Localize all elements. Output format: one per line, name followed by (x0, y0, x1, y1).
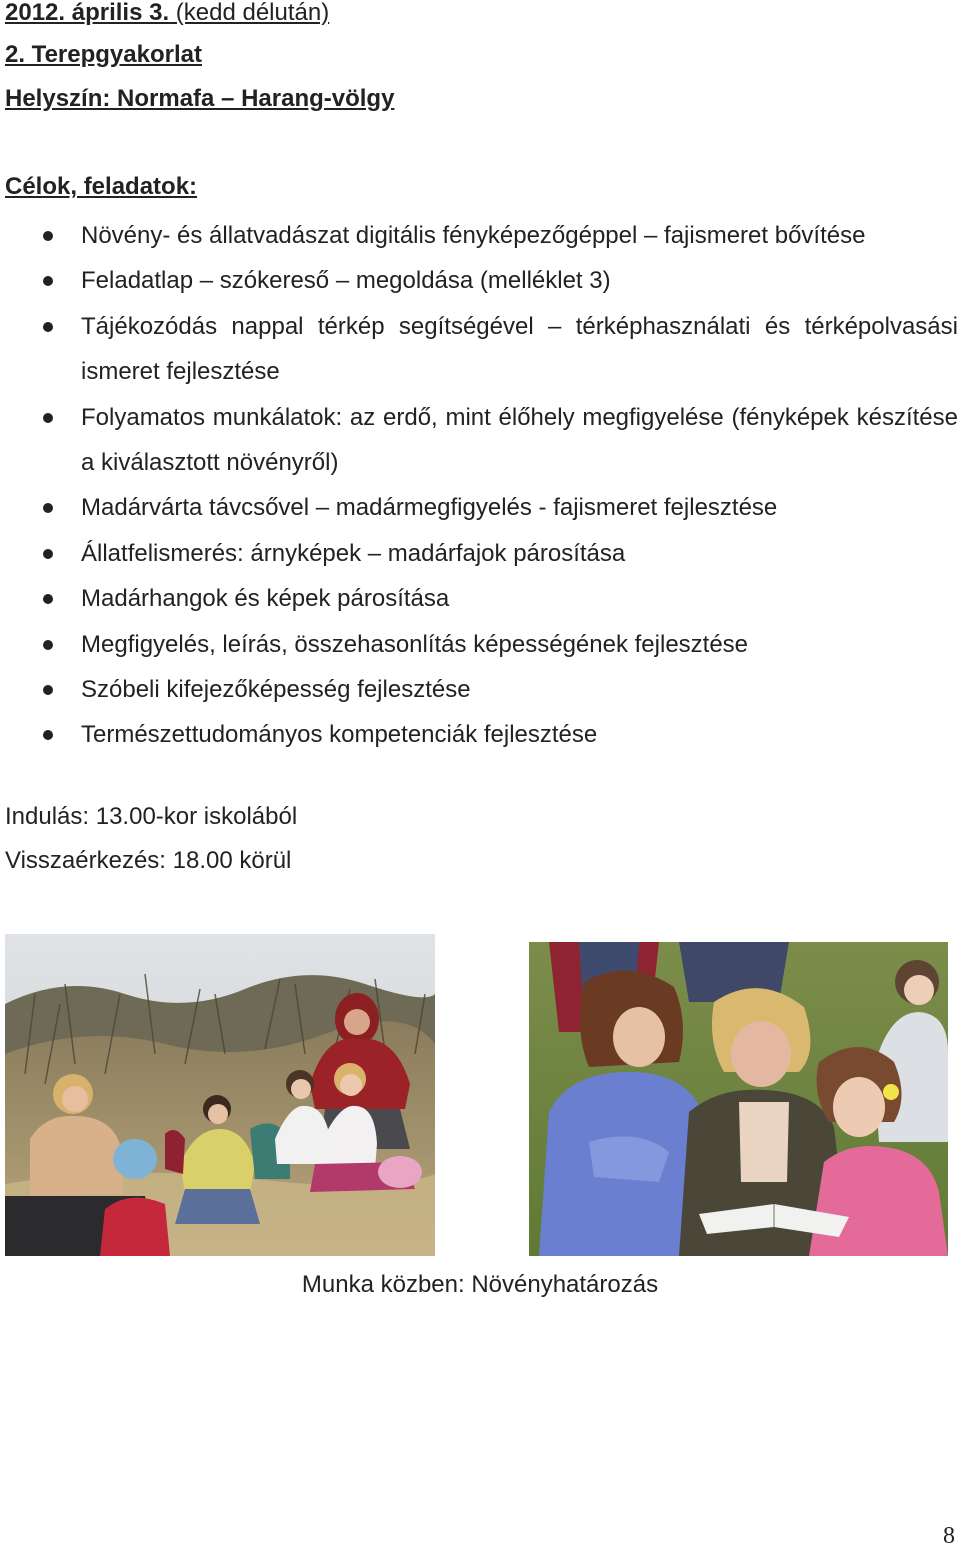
list-item (0, 576, 960, 621)
list-item (0, 622, 960, 667)
list-item (0, 258, 960, 303)
goals-heading: Célok, feladatok: (5, 173, 198, 200)
page-number: 8 (943, 1523, 955, 1549)
list-item-text: Feladatlap – szókereső – megoldása (melléklet 3) (81, 267, 611, 295)
departure-line: Indulás: 13.00-kor iskolából (5, 803, 298, 830)
list-item (0, 531, 960, 576)
bullet-icon (43, 231, 53, 241)
list-item (0, 712, 960, 757)
list-item (0, 667, 960, 712)
list-item-text: Növény- és állatvadászat digitális fényképezőgéppel – fajismeret bővítése (81, 222, 866, 249)
bullet-icon (43, 685, 53, 695)
return-line: Visszaérkezés: 18.00 körül (5, 847, 292, 874)
bullet-icon (43, 594, 53, 604)
field-trip-photo-right (529, 942, 948, 1256)
list-item-text: Állatfelismerés: árnyképek – madárfajok párosítása (81, 539, 626, 567)
list-item-text: Folyamatos munkálatok: az erdő, mint élőhely megfigyelése (fényképek készítése a kiválasztott növényről) (81, 403, 958, 477)
photo-caption: Munka közben: Növényhatározás (301, 1271, 659, 1298)
field-trip-photo-right-image (529, 942, 948, 1256)
list-item-text: Természettudományos kompetenciák fejlesztése (81, 721, 598, 749)
list-item (0, 304, 960, 395)
bullet-icon (43, 730, 53, 740)
location-line: Helyszín: Normafa – Harang-völgy (5, 85, 395, 112)
page-title: 2. Terepgyakorlat (5, 41, 202, 68)
bullet-icon (43, 413, 53, 423)
list-item-text: Szóbeli kifejezőképesség fejlesztése (81, 676, 471, 704)
list-item (0, 213, 960, 258)
date-bold: 2012. április 3. (5, 0, 170, 26)
bullet-icon (43, 322, 53, 332)
list-item-text: Tájékozódás nappal térkép segítségével – térképhasználati és térképolvasási ismeret fejlesztése (81, 312, 958, 386)
bullet-icon (43, 276, 53, 286)
list-item (0, 395, 960, 486)
bullet-icon (43, 640, 53, 650)
list-item-text: Madárhangok és képek párosítása (81, 585, 450, 613)
list-item-text: Megfigyelés, leírás, összehasonlítás képességének fejlesztése (81, 630, 749, 658)
list-item (0, 485, 960, 530)
list-item-text: Madárvárta távcsővel – madármegfigyelés - fajismeret fejlesztése (81, 494, 778, 522)
field-trip-photo-left-image (5, 934, 435, 1256)
date-line (5, 0, 329, 28)
field-trip-photo-left (5, 934, 435, 1256)
bullet-icon (43, 503, 53, 513)
date-rest: (kedd délután) (169, 0, 330, 26)
goals-list (0, 213, 960, 758)
bullet-icon (43, 549, 53, 559)
